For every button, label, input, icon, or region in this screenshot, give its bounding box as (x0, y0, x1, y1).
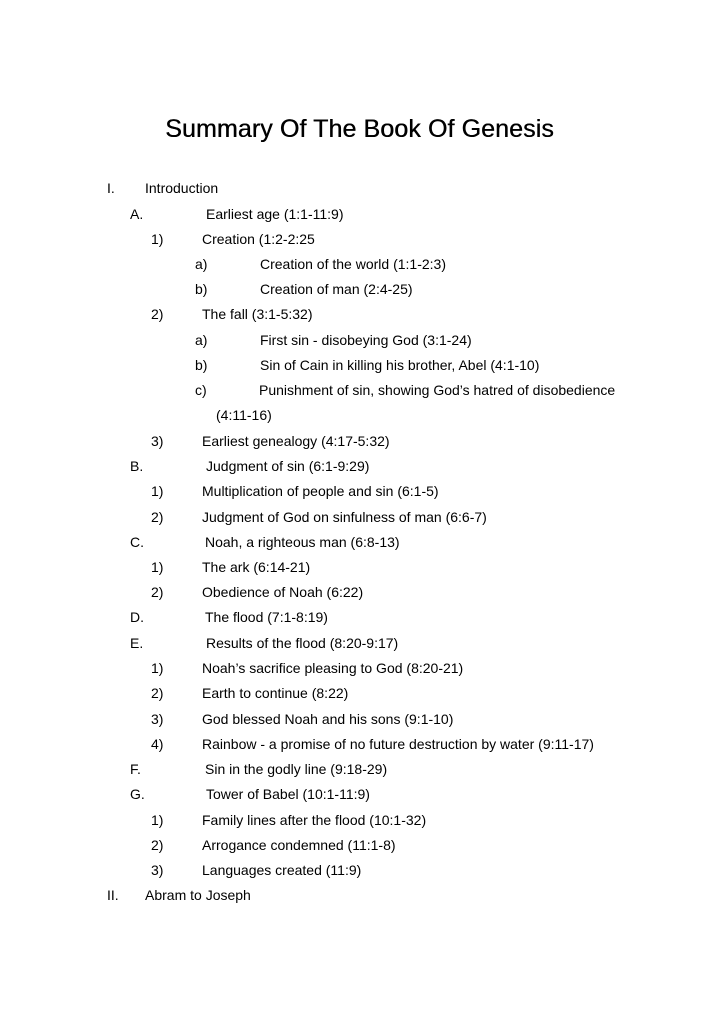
outline-text: Introduction (145, 180, 219, 196)
outline-marker: c) (195, 382, 207, 398)
outline-text: Sin of Cain in killing his brother, Abel (4:1-10) (260, 357, 540, 373)
outline-text: Languages created (11:9) (202, 862, 362, 878)
outline-text: Judgment of God on sinfulness of man (6:6-7) (202, 509, 487, 525)
outline-text: Obedience of Noah (6:22) (202, 584, 364, 600)
outline-marker: 1) (151, 231, 164, 247)
outline-marker: a) (195, 256, 208, 272)
outline-text: Earliest age (1:1-11:9) (206, 206, 344, 222)
outline-marker: 3) (151, 862, 164, 878)
outline-marker: a) (195, 332, 208, 348)
outline-text: Arrogance condemned (11:1-8) (202, 837, 396, 853)
outline-text: Earliest genealogy (4:17-5:32) (202, 433, 390, 449)
outline-marker: 2) (151, 584, 164, 600)
outline-text: Noah, a righteous man (6:8-13) (205, 534, 400, 550)
outline-marker: B. (130, 458, 144, 474)
outline-text: Results of the flood (8:20-9:17) (206, 635, 399, 651)
outline-marker: 2) (151, 306, 164, 322)
outline-text: Family lines after the flood (10:1-32) (202, 812, 427, 828)
outline-marker: D. (130, 609, 144, 625)
outline-text: Creation of man (2:4-25) (260, 281, 413, 297)
outline-text: The fall (3:1-5:32) (202, 306, 313, 322)
outline-marker: b) (195, 281, 208, 297)
outline-text: Judgment of sin (6:1-9:29) (206, 458, 370, 474)
outline-marker: E. (130, 635, 144, 651)
outline-text: Multiplication of people and sin (6:1-5) (202, 483, 439, 499)
outline-text: Noah’s sacrifice pleasing to God (8:20-21) (202, 660, 464, 676)
outline-marker: b) (195, 357, 208, 373)
outline-marker: 3) (151, 433, 164, 449)
outline-text: Creation of the world (1:1-2:3) (260, 256, 446, 272)
outline-marker: C. (130, 534, 144, 550)
page-title: Summary Of The Book Of Genesis (165, 114, 554, 143)
outline-marker: 1) (151, 559, 164, 575)
outline-text: The flood (7:1-8:19) (205, 609, 328, 625)
outline-text: Abram to Joseph (145, 887, 251, 903)
outline-text: Sin in the godly line (9:18-29) (205, 761, 388, 777)
outline-text: Earth to continue (8:22) (202, 685, 349, 701)
outline-marker: 2) (151, 837, 164, 853)
outline-marker: 2) (151, 685, 164, 701)
outline-text: First sin - disobeying God (3:1-24) (260, 332, 472, 348)
outline-marker: 1) (151, 812, 164, 828)
outline-text: Creation (1:2-2:25 (202, 231, 315, 247)
outline-marker: I. (107, 180, 115, 196)
outline-text: Rainbow - a promise of no future destruction by water (9:11-17) (202, 736, 594, 752)
outline-text: God blessed Noah and his sons (9:1-10) (202, 711, 454, 727)
outline-marker: G. (130, 786, 145, 802)
outline-text: Tower of Babel (10:1-11:9) (206, 786, 370, 802)
outline-marker: 4) (151, 736, 164, 752)
outline-text: Punishment of sin, showing God’s hatred of disobedience (259, 382, 616, 398)
outline-marker: 3) (151, 711, 164, 727)
outline-marker: F. (130, 761, 141, 777)
outline-marker: 1) (151, 660, 164, 676)
outline-marker: A. (130, 206, 144, 222)
outline-marker: II. (107, 887, 119, 903)
outline-marker: 2) (151, 509, 164, 525)
outline-text: (4:11-16) (216, 407, 272, 423)
outline-marker: 1) (151, 483, 164, 499)
outline-text: The ark (6:14-21) (202, 559, 311, 575)
